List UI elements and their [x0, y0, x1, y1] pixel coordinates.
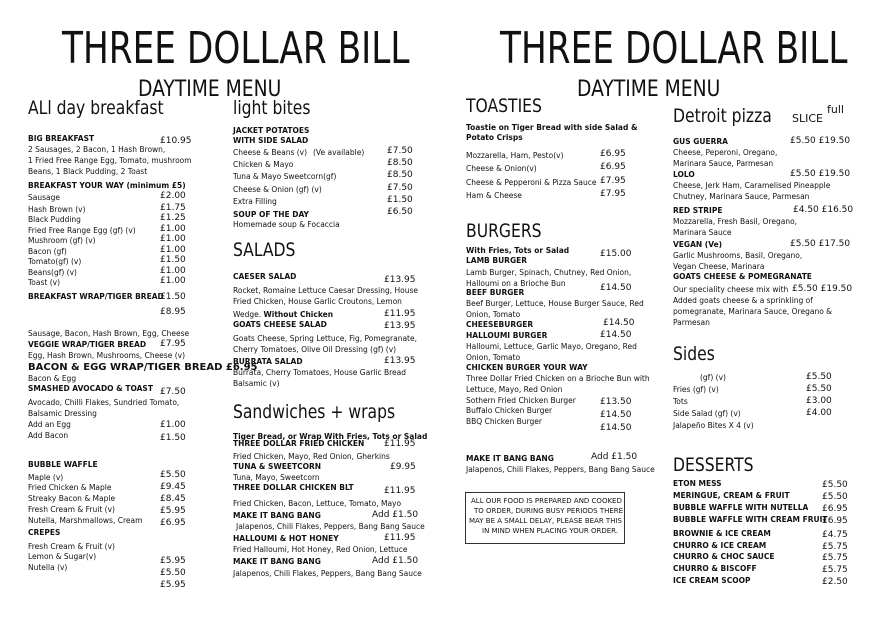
tuna-sweetcorn-name: TUNA & SWEETCORN	[233, 462, 322, 471]
menu-item-price: £6.95	[600, 162, 626, 172]
menu-item-price: £1.25	[160, 213, 186, 223]
burrata-salad-price: £13.95	[384, 356, 416, 366]
big-breakfast-desc: 1 Fried Free Range Egg, Tomato, mushroom	[28, 156, 192, 165]
goats-cheese-pizza-desc: Our speciality cheese mix with	[673, 285, 789, 294]
halloumi-burger-desc: Onion, Tomato	[466, 353, 521, 362]
sandwiches-heading: Sandwiches + wraps	[233, 401, 396, 423]
menu-item-name: Mozzarella, Ham, Pesto(v)	[466, 151, 564, 160]
pizza-heading: Detroit pizza	[673, 105, 772, 127]
caeser-salad-name: CAESER SALAD	[233, 272, 297, 281]
halloumi-hot-honey-desc: Fried Halloumi, Hot Honey, Red Onion, Lettuce	[233, 545, 408, 554]
page-title-right: THREE DOLLAR BILL	[500, 23, 848, 74]
goats-cheese-pizza-price: £5.50 £19.50	[792, 284, 853, 294]
menu-item-name: BBQ Chicken Burger	[466, 417, 542, 426]
dessert-name: MERINGUE, CREAM & FRUIT	[673, 491, 790, 500]
dessert-name: CHURRO & ICE CREAM	[673, 541, 767, 550]
make-it-bang-bang-desc: Jalapenos, Chili Flakes, Peppers, Bang Bang Sauce	[236, 522, 425, 531]
crepe-extra-price: £5.95	[160, 580, 186, 590]
tdfc-name: THREE DOLLAR FRIED CHICKEN	[233, 439, 365, 448]
subtitle-left: DAYTIME MENU	[138, 77, 282, 102]
dessert-name: BUBBLE WAFFLE WITH CREAM FRUIT	[673, 515, 828, 524]
pizza-price: £5.50 £19.50	[790, 136, 851, 146]
menu-item-price: £14.50	[600, 423, 632, 433]
pizza-desc: Cheese, Peperoni, Oregano,	[673, 148, 778, 157]
sandwiches-sub: Tiger Bread, or Wrap With Fries, Tots or Salad	[233, 432, 428, 441]
side-item-price: £3.00	[806, 396, 832, 406]
menu-item-price: £1.75	[160, 203, 186, 213]
add-egg-label: Add an Egg	[28, 420, 71, 429]
side-item-price: £4.00	[806, 408, 832, 418]
veggie-wrap-desc: Egg, Hash Brown, Mushrooms, Cheese (v)	[28, 351, 185, 360]
breakfast-your-way-name: BREAKFAST YOUR WAY (minimum £5)	[28, 181, 186, 190]
smashed-avocado-desc: Avocado, Chilli Flakes, Sundried Tomato,	[28, 398, 180, 407]
menu-item-price: £6.95	[600, 149, 626, 159]
halloumi-hot-honey-price: £11.95	[384, 533, 416, 543]
pizza-name: LOLO	[673, 170, 695, 179]
side-item-name: Tots	[673, 397, 688, 406]
dessert-name: CHURRO & BISCOFF	[673, 564, 757, 573]
goats-cheese-pizza-desc: Parmesan	[673, 318, 710, 327]
add-egg-price: £1.00	[160, 420, 186, 430]
tuna-sweetcorn-desc: Tuna, Mayo, Sweetcorn	[233, 473, 320, 482]
make-it-bang-bang-price: Add £1.50	[372, 556, 419, 566]
breakfast-wrap-price: £8.95	[160, 307, 186, 317]
pizza-price: £5.50 £17.50	[790, 239, 851, 249]
smashed-avocado-price: £7.50	[160, 387, 186, 397]
kitchen-notice-box	[465, 492, 625, 544]
soup-price: £6.50	[387, 207, 413, 217]
dessert-name: ETON MESS	[673, 479, 722, 488]
menu-item-price: £1.00	[160, 266, 186, 276]
menu-item-name: Hash Brown (v)	[28, 205, 86, 214]
menu-item-price: £14.50	[600, 410, 632, 420]
menu-item-name: Extra Filling	[233, 197, 277, 206]
chicken-blt-name: THREE DOLLAR CHICKEN BLT	[233, 483, 354, 492]
dessert-price: £6.95	[822, 504, 848, 514]
jacket-potatoes-sub: WITH SIDE SALAD	[233, 136, 309, 145]
sides-heading: Sides	[673, 343, 715, 365]
make-it-bang-bang-name: MAKE IT BANG BANG	[466, 454, 554, 463]
goats-cheese-salad-name: GOATS CHEESE SALAD	[233, 320, 327, 329]
menu-item-price: £1.00	[160, 276, 186, 286]
menu-item-price: £8.50	[387, 158, 413, 168]
chicken-burger-your-way-desc: Three Dollar Fried Chicken on a Brioche Bun with	[466, 374, 650, 383]
menu-item-name: Bacon (gf)	[28, 247, 67, 256]
cheeseburger-name: CHEESEBURGER	[466, 320, 534, 329]
menu-item-price: £13.50	[600, 397, 632, 407]
halloumi-burger-price: £14.50	[600, 330, 632, 340]
menu-item-price: £5.95	[160, 506, 186, 516]
burrata-salad-desc: Balsamic (v)	[233, 379, 280, 388]
menu-item-name: Buffalo Chicken Burger	[466, 406, 553, 415]
caeser-wedge-text: Wedge.	[233, 310, 264, 319]
chicken-blt-price: £11.95	[384, 486, 416, 496]
bubble-waffle-heading: BUBBLE WAFFLE	[28, 460, 98, 469]
menu-item-price: £1.00	[160, 245, 186, 255]
goats-cheese-pizza-desc: Added goats cheese & a sprinkling of	[673, 296, 813, 305]
smashed-avocado-name: SMASHED AVOCADO & TOAST	[28, 384, 153, 393]
page-title-left: THREE DOLLAR BILL	[62, 23, 410, 74]
menu-item-price: £7.95	[600, 189, 626, 199]
menu-item-price: £9.45	[160, 482, 186, 492]
menu-item-price: £7.50	[387, 146, 413, 156]
menu-item-name: Chicken & Mayo	[233, 160, 294, 169]
side-item-name: Side Salad (gf) (v)	[673, 409, 741, 418]
light-bites-heading: light bites	[233, 97, 311, 119]
caeser-salad-price-without-chicken: £11.95	[384, 309, 416, 319]
lamb-burger-desc: Lamb Burger, Spinach, Chutney, Red Onion,	[466, 268, 632, 277]
salads-heading: SALADS	[233, 239, 296, 261]
notice-line: IN MIND WHEN PLACING YOUR ORDER.	[482, 527, 618, 535]
pizza-price: £4.50 £16.50	[793, 205, 854, 215]
pizza-desc: Garlic Mushrooms, Basil, Oregano,	[673, 251, 803, 260]
notice-line: TO ORDER, DURING BUSY PERIODS THERE	[474, 507, 624, 515]
make-it-bang-bang-name: MAKE IT BANG BANG	[233, 511, 321, 520]
without-chicken-text: Without Chicken	[263, 310, 334, 319]
caeser-salad-price: £13.95	[384, 275, 416, 285]
desserts-heading: DESSERTS	[673, 454, 754, 476]
breakfast-heading: ALl day breakfast	[28, 97, 164, 119]
notice-line: MAY BE A SMALL DELAY, PLEASE BEAR THIS	[469, 517, 622, 525]
beef-burger-desc: Onion, Tomato	[466, 310, 521, 319]
pizza-name: VEGAN (Ve)	[673, 240, 723, 249]
pizza-desc: Mozzarella, Fresh Basil, Oregano,	[673, 217, 798, 226]
menu-item-price: £6.95	[160, 518, 186, 528]
side-item-price: £5.50	[806, 372, 832, 382]
pizza-price: £5.50 £19.50	[790, 169, 851, 179]
menu-item-name: Lemon & Sugar(v)	[28, 552, 97, 561]
halloumi-burger-name: HALLOUMI BURGER	[466, 331, 548, 340]
menu-item-name: Fried Chicken & Maple	[28, 483, 112, 492]
burrata-salad-desc: Burrata, Cherry Tomatoes, House Garlic Bread	[233, 368, 407, 377]
smashed-avocado-desc: Balsamic Dressing	[28, 409, 97, 418]
veggie-wrap-name: VEGGIE WRAP/TIGER BREAD	[28, 340, 147, 349]
tdfc-price: £11.95	[384, 439, 416, 449]
lamb-burger-desc: Halloumi on a Brioche Bun	[466, 279, 566, 288]
pizza-desc: Chutney, Marinara Sauce, Parmesan	[673, 192, 810, 201]
dessert-price: £2.50	[822, 577, 848, 587]
dessert-price: £5.75	[822, 542, 848, 552]
pizza-full-label: full	[827, 103, 844, 116]
goats-cheese-salad-desc: Goats Cheese, Spring Lettuce, Fig, Pomegranate,	[233, 334, 417, 343]
burgers-sub-price: £15.00	[600, 249, 632, 259]
add-bacon-label: Add Bacon	[28, 431, 69, 440]
halloumi-burger-desc: Halloumi, Lettuce, Garlic Mayo, Oregano, Red	[466, 342, 637, 351]
big-breakfast-desc: 2 Sausages, 2 Bacon, 1 Hash Brown,	[28, 145, 166, 154]
side-item-name: (gf) (v)	[700, 373, 726, 382]
menu-item-note: (Ve available)	[313, 148, 365, 157]
goats-cheese-pizza-desc: pomegranate, Marinara Sauce, Oregano &	[673, 307, 833, 316]
crepes-heading: CREPES	[28, 528, 61, 537]
side-item-price: £5.50	[806, 384, 832, 394]
menu-item-name: Fried Free Range Egg (gf) (v)	[28, 226, 136, 235]
pizza-desc: Marinara Sauce, Parmesan	[673, 159, 774, 168]
big-breakfast-price: £10.95	[160, 136, 192, 146]
goats-cheese-salad-price: £13.95	[384, 321, 416, 331]
subtitle-right: DAYTIME MENU	[577, 77, 721, 102]
caeser-salad-desc: Rocket, Romaine Lettuce Caesar Dressing, House	[233, 286, 419, 295]
dessert-price: £4.75	[822, 530, 848, 540]
dessert-name: ICE CREAM SCOOP	[673, 576, 751, 585]
dessert-price: £5.50	[822, 492, 848, 502]
caeser-salad-desc: Fried Chicken, House Garlic Croutons, Lemon	[233, 297, 402, 306]
menu-item-price: £5.50	[160, 568, 186, 578]
menu-item-name: Nutella (v)	[28, 563, 68, 572]
menu-item-name: Cheese & Onion (gf) (v)	[233, 185, 322, 194]
burgers-heading: BURGERS	[466, 220, 542, 242]
cheeseburger-price: £14.50	[603, 318, 635, 328]
burgers-sub: With Fries, Tots or Salad	[466, 246, 570, 255]
menu-item-name: Cheese & Pepperoni & Pizza Sauce	[466, 178, 597, 187]
dessert-name: BUBBLE WAFFLE WITH NUTELLA	[673, 503, 809, 512]
pizza-name: GUS GUERRA	[673, 137, 728, 146]
dessert-price: £5.50	[822, 480, 848, 490]
pizza-name: RED STRIPE	[673, 206, 723, 215]
menu-item-name: Fresh Cream & Fruit (v)	[28, 505, 115, 514]
veggie-wrap-price: £7.95	[160, 339, 186, 349]
menu-item-name: Beans(gf) (v)	[28, 268, 77, 277]
notice-line: ALL OUR FOOD IS PREPARED AND COOKED	[471, 497, 622, 505]
menu-item-price: £2.00	[160, 191, 186, 201]
tdfc-desc: Fried Chicken, Mayo, Red Onion, Gherkins	[233, 452, 390, 461]
menu-item-name: Nutella, Marshmallows, Cream	[28, 516, 143, 525]
menu-item-price: £5.50	[160, 470, 186, 480]
toasties-sub: Potato Crisps	[466, 133, 523, 142]
menu-item-price: £7.95	[600, 176, 626, 186]
halloumi-hot-honey-name: HALLOUMI & HOT HONEY	[233, 534, 339, 543]
beef-burger-desc: Beef Burger, Lettuce, House Burger Sauce, Red	[466, 299, 644, 308]
make-it-bang-bang-name: MAKE IT BANG BANG	[233, 557, 321, 566]
caeser-salad-desc	[233, 310, 333, 319]
menu-item-name: Sothern Fried Chicken Burger	[466, 396, 576, 405]
menu-item-name: Cheese & Onion(v)	[466, 164, 537, 173]
bacon-egg-wrap-name: BACON & EGG WRAP/TIGER BREAD £6.95	[28, 362, 258, 373]
pizza-desc: Vegan Cheese, Marinara	[673, 262, 765, 271]
lamb-burger-price: £14.50	[600, 283, 632, 293]
toasties-heading: TOASTIES	[466, 95, 542, 117]
menu-item-name: Maple (v)	[28, 473, 64, 482]
pizza-desc: Marinara Sauce	[673, 228, 732, 237]
lamb-burger-name: LAMB BURGER	[466, 256, 528, 265]
menu-item-name: Toast (v)	[28, 278, 61, 287]
soup-desc: Homemade soup & Focaccia	[233, 220, 340, 229]
make-it-bang-bang-desc: Jalapenos, Chili Flakes, Peppers, Bang Bang Sauce	[233, 569, 422, 578]
bacon-egg-desc: Bacon & Egg	[28, 374, 77, 383]
menu-item-price: £1.50	[387, 195, 413, 205]
pizza-desc: Cheese, Jerk Ham, Caramelised Pineapple	[673, 181, 831, 190]
goats-cheese-pizza-name: GOATS CHEESE & POMEGRANATE	[673, 272, 812, 281]
dessert-price: £5.75	[822, 553, 848, 563]
menu-item-name: Mushroom (gf) (v)	[28, 236, 96, 245]
pizza-slice-label: SLICE	[792, 112, 823, 125]
goats-cheese-salad-desc: Cherry Tomatoes, Olive Oil Dressing (gf) (v)	[233, 345, 397, 354]
menu-item-name: Fresh Cream & Fruit (v)	[28, 542, 115, 551]
chicken-burger-your-way-name: CHICKEN BURGER YOUR WAY	[466, 363, 588, 372]
menu-item-name: Ham & Cheese	[466, 191, 522, 200]
jacket-potatoes-heading: JACKET POTATOES	[233, 126, 310, 135]
dessert-price: £6.95	[822, 516, 848, 526]
side-item-name: Fries (gf) (v)	[673, 385, 719, 394]
chicken-blt-desc: Fried Chicken, Bacon, Lettuce, Tomato, Mayo	[233, 499, 402, 508]
toasties-sub: Toastie on Tiger Bread with side Salad &	[466, 123, 638, 132]
big-breakfast-desc: Beans, 1 Black Pudding, 2 Toast	[28, 167, 148, 176]
breakfast-wrap-price: £1.50	[160, 292, 186, 302]
menu-item-price: £8.45	[160, 494, 186, 504]
big-breakfast-name: BIG BREAKFAST	[28, 134, 95, 143]
menu-item-price: £7.50	[387, 183, 413, 193]
burrata-salad-name: BURRATA SALAD	[233, 357, 303, 366]
menu-item-price: £1.50	[160, 255, 186, 265]
make-it-bang-bang-desc: Jalapenos, Chili Flakes, Peppers, Bang Bang Sauce	[466, 465, 655, 474]
dessert-name: CHURRO & CHOC SAUCE	[673, 552, 775, 561]
menu-item-price: £8.50	[387, 170, 413, 180]
menu-item-name: Black Pudding	[28, 215, 81, 224]
beef-burger-name: BEEF BURGER	[466, 288, 525, 297]
menu-item-name: Tomato(gf) (v)	[28, 257, 82, 266]
menu-item-price: £1.00	[160, 234, 186, 244]
menu-item-name: Tuna & Mayo Sweetcorn(gf)	[233, 172, 337, 181]
make-it-bang-bang-price: Add £1.50	[591, 452, 638, 462]
menu-item-name: Sausage	[28, 193, 60, 202]
breakfast-wrap-desc: Sausage, Bacon, Hash Brown, Egg, Cheese	[28, 329, 190, 338]
dessert-price: £5.75	[822, 565, 848, 575]
menu-item-name: Streaky Bacon & Maple	[28, 494, 116, 503]
tuna-sweetcorn-price: £9.95	[390, 462, 416, 472]
add-bacon-price: £1.50	[160, 433, 186, 443]
soup-name: SOUP OF THE DAY	[233, 210, 309, 219]
make-it-bang-bang-price: Add £1.50	[372, 510, 419, 520]
menu-item-price: £5.95	[160, 556, 186, 566]
dessert-name: BROWNIE & ICE CREAM	[673, 529, 771, 538]
chicken-burger-your-way-desc: Lettuce, Mayo, Red Onion	[466, 385, 563, 394]
side-item-name: Jalapeño Bites X 4 (v)	[673, 421, 754, 430]
menu-item-name: Cheese & Beans (v)	[233, 148, 308, 157]
menu-item-price: £1.00	[160, 224, 186, 234]
breakfast-wrap-name: BREAKFAST WRAP/TIGER BREAD	[28, 292, 164, 301]
